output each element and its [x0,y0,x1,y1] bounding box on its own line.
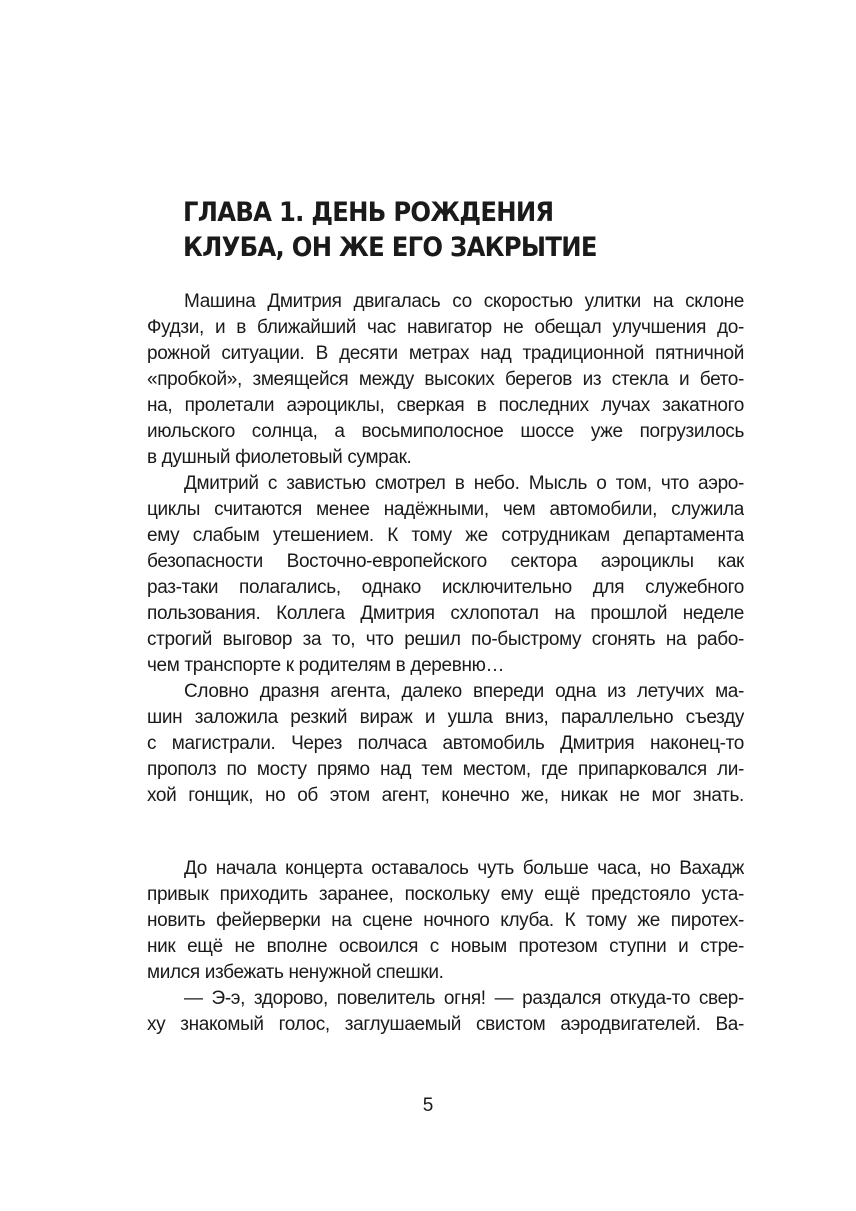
text-line: До начала концерта оставалось чуть больше часа, но Вахадж [184,858,744,879]
text-line: ник ещё не вполне освоился с новым протезом ступни и стре- [147,936,744,957]
text-line: прополз по мосту прямо над тем местом, где припарковался ли- [147,759,744,780]
chapter-title-line: ГЛАВА 1. ДЕНЬ РОЖДЕНИЯ [183,197,554,228]
text-line: Машина Дмитрия двигалась со скоростью улитки на склоне [184,291,744,312]
text-line: Фудзи, и в ближайший час навигатор не обещал улучшения до- [147,317,744,338]
text-line: пользования. Коллега Дмитрия схлопотал на прошлой неделе [147,603,744,624]
text-line: шин заложила резкий вираж и ушла вниз, параллельно съезду [147,707,744,728]
text-line: безопасности Восточно-европейского сектора аэроциклы как [147,551,744,572]
text-line: ху знакомый голос, заглушаемый свистом аэродвигателей. Ва- [147,1014,744,1035]
text-line: рожной ситуации. В десяти метрах над традиционной пятничной [147,343,744,364]
text-line: мился избежать ненужной спешки. [147,962,444,983]
text-line: привык приходить заранее, поскольку ему ещё предстояло уста- [147,884,744,905]
text-line: «пробкой», змеящейся между высоких берегов из стекла и бето- [147,369,744,390]
text-line: с магистрали. Через полчаса автомобиль Дмитрия наконец-то [147,733,744,754]
section-1-text [147,289,744,809]
text-line: ему слабым утешением. К тому же сотрудникам департамента [147,525,744,546]
text-line: Словно дразня агента, далеко впереди одна из летучих ма- [184,681,744,702]
text-line: июльского солнца, а восьмиполосное шоссе уже погрузилось [147,421,744,442]
text-line: новить фейерверки на сцене ночного клуба. К тому же пиротех- [147,910,744,931]
text-line: на, пролетали аэроциклы, сверкая в последних лучах закатного [147,395,744,416]
text-line: чем транспорте к родителям в деревню… [147,655,505,676]
text-line: в душный фиолетовый сумрак. [147,447,412,468]
text-line: циклы считаются менее надёжными, чем автомобили, служила [147,499,744,520]
chapter-title-line: КЛУБА, ОН ЖЕ ЕГО ЗАКРЫТИЕ [183,232,597,263]
text-line: — Э-э, здорово, повелитель огня! — раздался откуда-то свер- [184,988,744,1009]
text-line: Дмитрий с завистью смотрел в небо. Мысль о том, что аэро- [184,473,744,494]
text-line: строгий выговор за то, что решил по-быстрому сгонять на рабо- [147,629,744,650]
section-2-text [147,856,744,1038]
page-number: 5 [422,1095,434,1116]
text-line: раз-таки полагались, однако исключительно для служебного [147,577,744,598]
text-line: хой гонщик, но об этом агент, конечно же, никак не мог знать. [147,785,744,806]
chapter-title [183,195,687,265]
